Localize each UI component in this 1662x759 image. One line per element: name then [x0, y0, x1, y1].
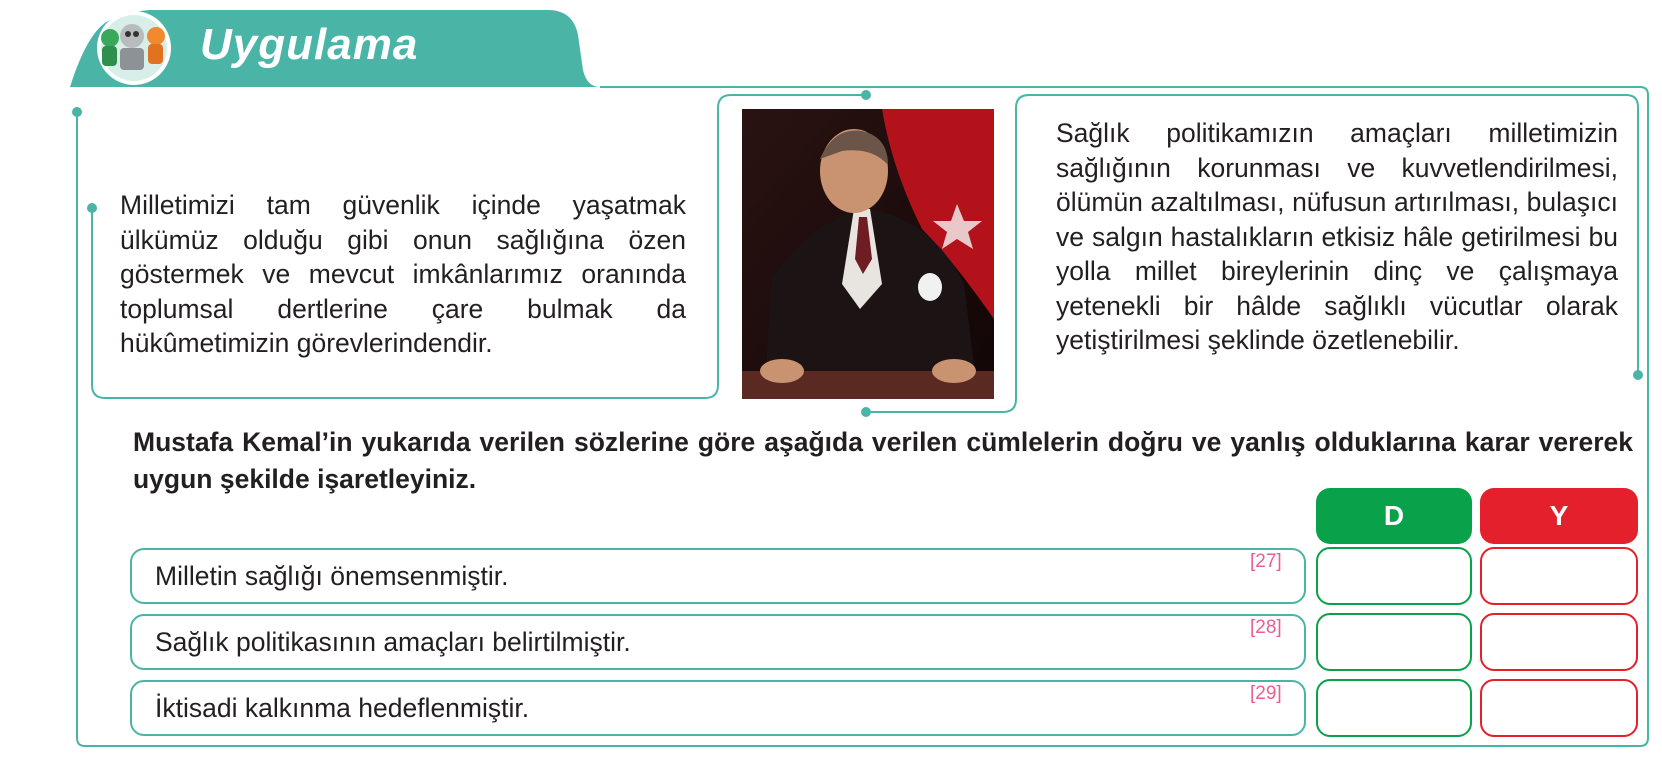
- false-answer-box[interactable]: [1480, 547, 1638, 605]
- statement-text: İktisadi kalkınma hedeflenmiştir.: [155, 693, 530, 723]
- statement-text: Milletin sağlığı önemsenmiştir.: [155, 561, 509, 591]
- portrait-image: [742, 109, 994, 399]
- false-answer-box[interactable]: [1480, 613, 1638, 671]
- true-answer-box[interactable]: [1316, 613, 1472, 671]
- true-answer-box[interactable]: [1316, 679, 1472, 737]
- quote-left: Milletimizi tam güvenlik içinde yaşatmak ülkümüz olduğu gibi onun sağlığına özen göstermek ve mevcut imkânlarımız oranında toplumsal dertlerine çare bulmak da hükûmetimizin görevlerindendir.: [120, 190, 686, 358]
- statement-text: Sağlık politikasının amaçları belirtilmiştir.: [155, 627, 631, 657]
- statement-number: [29]: [1250, 683, 1282, 704]
- true-answer-box[interactable]: [1316, 547, 1472, 605]
- false-column-header: Y: [1480, 488, 1638, 544]
- quote-right: Sağlık politikamızın amaçları milletimizin sağlığının korunması ve kuvvetlendirilmesi, ölümün azaltılması, nüfusun artırılması, bulaşıcı ve salgın hastalıkların etkisiz hâle getirilmesi bu yolla millet bireylerinin dinç ve çalışmaya yetenekli bir hâlde sağlıklı vücutlar olarak yetiştirilmesi şeklinde özetlenebilir.: [1056, 118, 1618, 355]
- statement-number: [27]: [1250, 551, 1282, 572]
- false-answer-box[interactable]: [1480, 679, 1638, 737]
- mascot-icon: [88, 8, 180, 88]
- statement-number: [28]: [1250, 617, 1282, 638]
- true-column-header: D: [1316, 488, 1472, 544]
- instruction-text: Mustafa Kemal’in yukarıda verilen sözlerine göre aşağıda verilen cümlelerin doğru ve yanlış olduklarına karar vererek uygun şekilde işaretleyiniz.: [133, 427, 1633, 494]
- page-title: Uygulama: [200, 20, 419, 69]
